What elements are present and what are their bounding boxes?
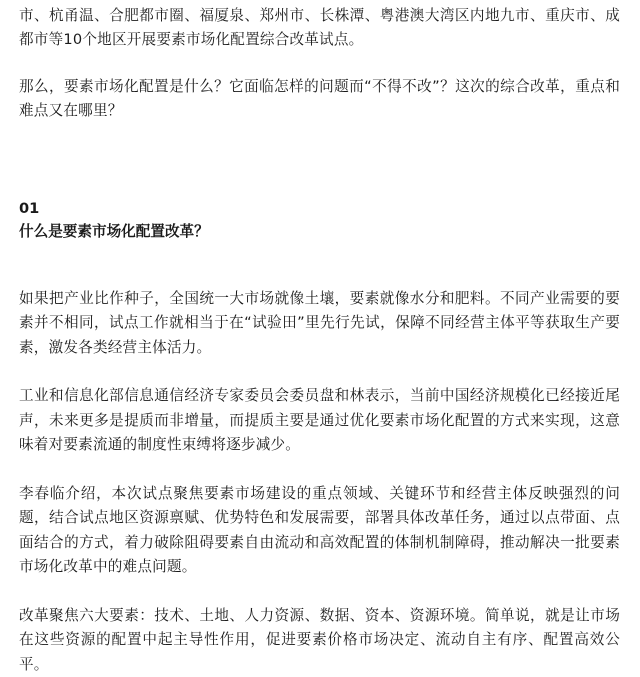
paragraph-six-elements: 改革聚焦六大要素：技术、土地、人力资源、数据、资本、资源环境。简单说，就是让市场在这些资源的配置中起主导性作用，促进要素价格市场决定、流动自主有序、配置高效公平。: [0, 604, 640, 677]
section-number: 01: [0, 198, 640, 220]
paragraph-li-chunlin: 李春临介绍，本次试点聚焦要素市场建设的重点领域、关键环节和经营主体反映强烈的问题，结合试点地区资源禀赋、优势特色和发展需要，部署具体改革任务，通过以点带面、点面结合的方式，着力破除阻碍要素自由流动和高效配置的体制机制障碍，推动解决一批要素市场化改革中的难点问题。: [0, 482, 640, 580]
paragraph-expert-view: 工业和信息化部信息通信经济专家委员会委员盘和林表示，当前中国经济规模化已经接近尾声，未来更多是提质而非增量，而提质主要是通过优化要素市场化配置的方式来实现，这意味着对要素流通的制度性束缚将逐步减少。: [0, 384, 640, 458]
paragraph-pilot-regions: 市、杭甬温、合肥都市圈、福厦泉、郑州市、长株潭、粤港澳大湾区内地九市、重庆市、成都市等10个地区开展要素市场化配置综合改革试点。: [0, 0, 640, 53]
paragraph-seed-analogy: 如果把产业比作种子，全国统一大市场就像土壤，要素就像水分和肥料。不同产业需要的要素并不相同，试点工作就相当于在“试验田”里先行先试，保障不同经营主体平等获取生产要素，激发各类经营主体活力。: [0, 287, 640, 361]
paragraph-questions: 那么，要素市场化配置是什么？它面临怎样的问题而“不得不改”？这次的综合改革，重点和难点又在哪里？: [0, 75, 640, 124]
section-title: 什么是要素市场化配置改革？: [0, 220, 640, 244]
